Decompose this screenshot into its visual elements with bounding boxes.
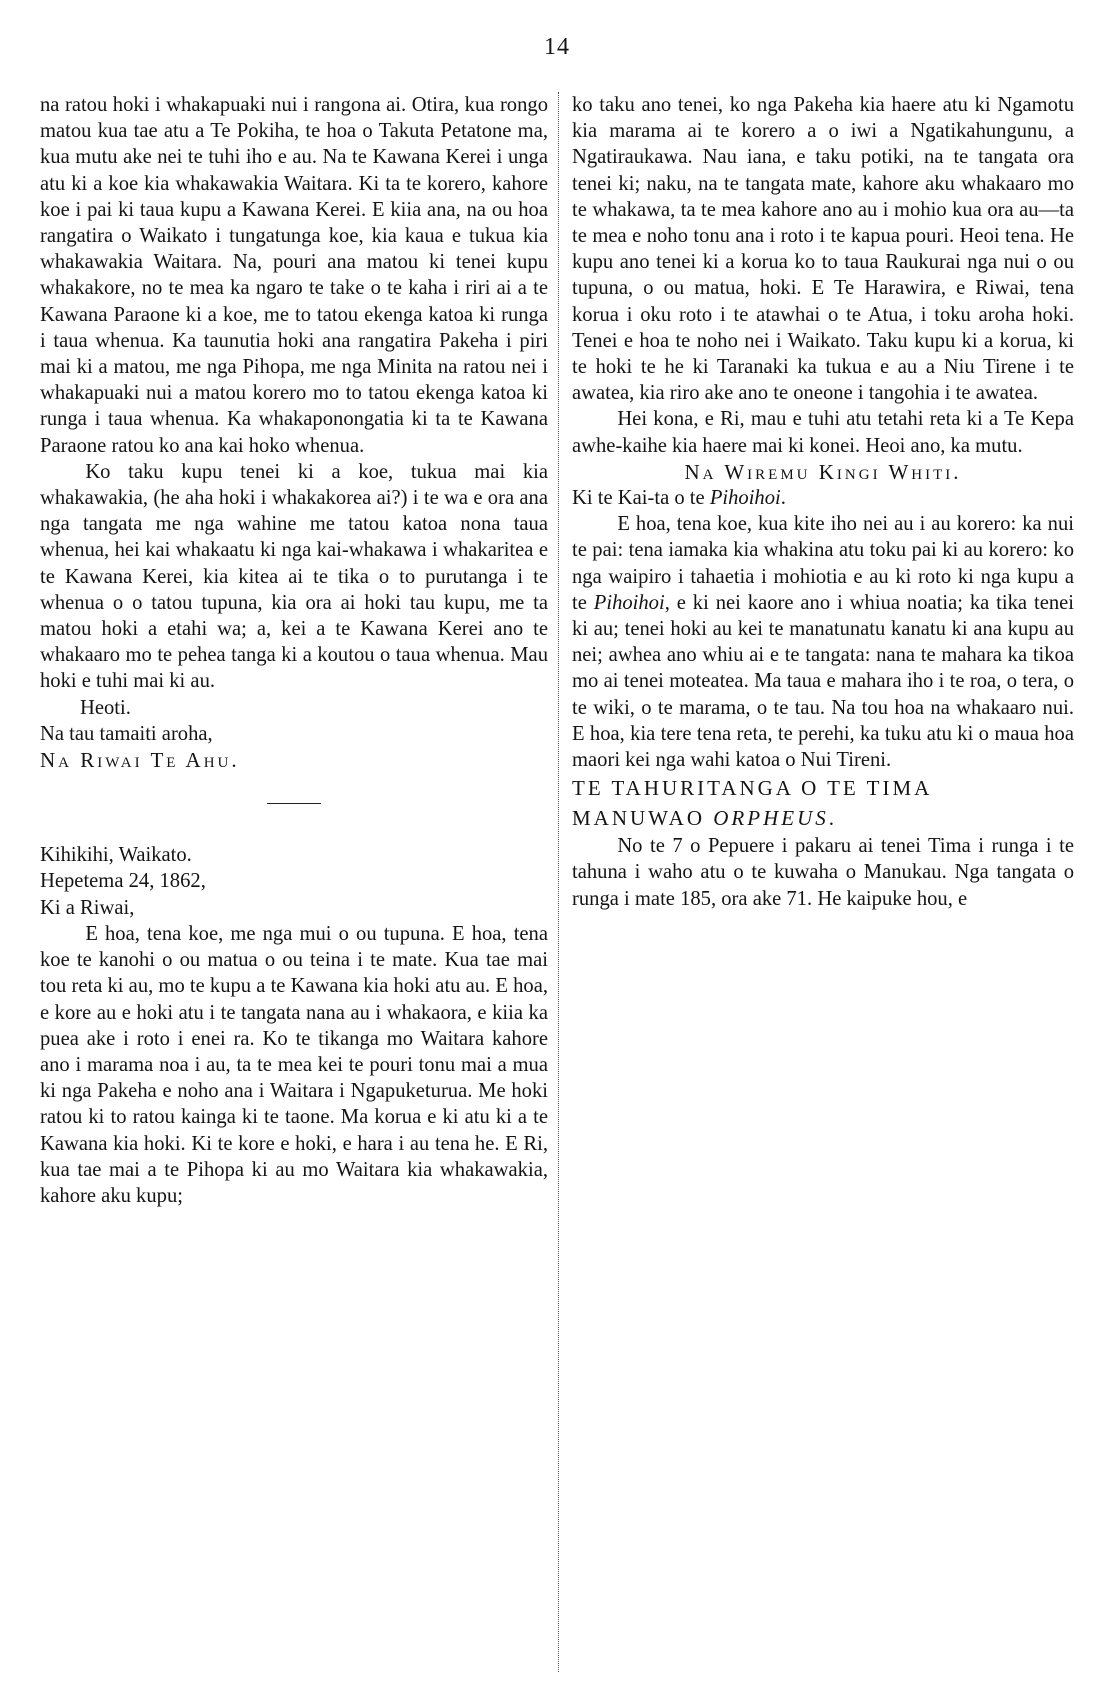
section-rule [267, 803, 321, 804]
paragraph: ko taku ano tenei, ko nga Pakeha kia haere atu ki Ngamotu kia marama ai te korero a o iwi a Ngatikahungunu, a Ngatiraukawa. Nau iana, e taku potiki, na te tangata ora tenei ki; naku, na te tangata mate, kahore aku whakaaro mo te whakawa, ta te mea kahore ano au i mohio kua ora au—ta te mea e noho tonu ana i roto i te kapua pouri. Heoi tena. He kupu ano tenei ki a korua ko to taua Raukurai nga nui o ou tupuna, o ou matua, hoki. E Te Harawira, e Riwai, tena korua i oku roto i te atawhai o te Atua, i toku aroha hoki. Tenei e hoa te noho nei i Waikato. Taku kupu ki a korua, ki te hoki te he ki Taranaki ka tukua e au a Niu Tirene i te awatea, kia riro ake ano te oneone i tangohia i te awatea. [572, 94, 1074, 405]
column-divider [558, 92, 559, 1672]
letter-signoff: Heoti. [80, 696, 131, 719]
title-line: TE TAHURITANGA O TE TIMA [572, 776, 933, 801]
heading-text: Ki te Kai-ta o te [572, 487, 710, 510]
right-column [572, 92, 1074, 912]
letter-signature: Na Wiremu Kingi Whiti. [684, 459, 962, 484]
letter-body [572, 511, 1074, 773]
paragraph: Ko taku kupu tenei ki a koe, tukua mai kia whakawakia, (he aha hoki i whakakorea ai?) i te wa e ora ana nga tangata me nga wahine me tatou katoa nona taua whenua, hei kai whakaatu ki nga kai-whakawa i whakaritea e te Kawana Kerei, kia kitea ai te tika o to purutanga i te whenua o o tatou tupuna, kia ora ai hoki tau kupu, me ta matou hoki a etahi wa; a, kei a te Kawana Kerei ano te whakaaro mo te pehea tanga ki a koutou o taua whenua. Mau hoki e tuhi mai ki au. [40, 460, 548, 693]
letter-signature: Na Riwai Te Ahu. [40, 748, 240, 773]
title-line: MANUWAO [572, 806, 714, 831]
letter-heading [572, 485, 1074, 511]
letter-place: Kihikihi, Waikato. [40, 844, 192, 867]
heading-text: . [780, 487, 786, 510]
body-text: E hoa, tena koe, kua kite iho nei au i au korero: ka nui te pai: tena iamaka kia whakina atu toku pai ki au korero: ko nga waipiro i tahaetia i mohiotia e au ki roto ki nga kupu a te [572, 513, 1074, 614]
left-column [40, 92, 548, 1209]
heading-italic: Pihoihoi [709, 487, 781, 510]
letter-salutation: Ki a Riwai, [40, 896, 135, 919]
body-text: , e ki nei kaore ano i whiua noatia; ka tika tenei ki au; tenei hoki au kei te manatunatu kanatu ki ana kupu au nei; awhea ano whiu ai e te tangata: nana te mahara ka tikoa mo ai tenei moteatea. Ma taua e mahara iho i te roa, o tera, o te wiki, o te marama, o te tau. Na tou hoa na whakaaro nui. E hoa, kia tere tena reta, te perehi, ka tuku atu ki o maua hoa maori kei nga wahi katoa o Nui Tireni. [572, 591, 1074, 772]
article-title [572, 773, 1074, 833]
paragraph: na ratou hoki i whakapuaki nui i rangona ai. Otira, kua rongo matou kua tae atu a Te Pokiha, te hoa o Takuta Petatone ma, kua mutu ake nei te tuhi iho e au. Na te Kawana Kerei i unga atu ki a koe kia whakawakia Waitara. Ki ta te korero, kahore koe i pai ki taua kupu a Kawana Kerei. E kiia ana, na ou hoa rangatira o Waikato i tungatunga koe, kia kaua e tukua kia whakawakia Waitara. Na, pouri ana matou ki tenei kupu whakakore, no te mea ka ngaro te take o te kaha i riri ai a te Kawana Paraone ki a koe, me to tatou ekenga katoa ki runga i taua whenua. Ka taunutia hoki ana rangatira Pakeha i piri mai ki a matou, me nga Pihopa, me nga Minita na ratou nei i whakapuaki nui a matou korero mo to tatou ekenga katoa ki runga i taua whenua. Ka whakaponongatia ki ta te Kawana Paraone ratou ko ana kai hoko whenua. [40, 94, 548, 457]
title-italic: ORPHEUS [713, 806, 829, 831]
page-number: 14 [544, 34, 570, 60]
title-line: . [828, 806, 837, 831]
letter-date: Hepetema 24, 1862, [40, 870, 206, 893]
letter-body: E hoa, tena koe, me nga mui o ou tupuna. E hoa, tena koe te kanohi o ou matua o ou teina i te mate. Kua tae mai tou reta ki au, mo te kupu a te Kawana kia hoki atu au. E hoa, e kore au e hoki atu i te tangata nana au i whakaora, e kiia ka puea ake i roto i enei ra. Ko te tikanga mo Waitara kahore ano i marama noa i au, ta te mea kei te pouri tonu mai a mua ki nga Pakeha e noho ana i Waitara i Ngapuketurua. Me hoki ratou ki to ratou kainga ki te taone. Ma koruа e ki atu ki a te Kawana kia hoki. Ki te kore e hoki, e hara i au tena he. E Ri, kua tae mai a te Pihopa ki au mo Waitara kia whakawakia, kahore aku kupu; [40, 922, 548, 1207]
article-body: No te 7 o Pepuere i pakaru ai tenei Tima i runga i te tahuna i waho atu o te kuwaha o Manukau. Nga tangata o runga i mate 185, ora ake 71. He kaipuke hou, e [572, 835, 1074, 910]
paragraph: Hei kona, e Ri, mau e tuhi atu tetahi reta ki a Te Kepa awhe-kaihe kia haere mai ki konei. Heoi ano, ka mutu. [572, 408, 1074, 457]
body-italic: Pihoihoi [593, 591, 665, 614]
letter-closing: Na tau tamaiti aroha, [40, 722, 213, 745]
